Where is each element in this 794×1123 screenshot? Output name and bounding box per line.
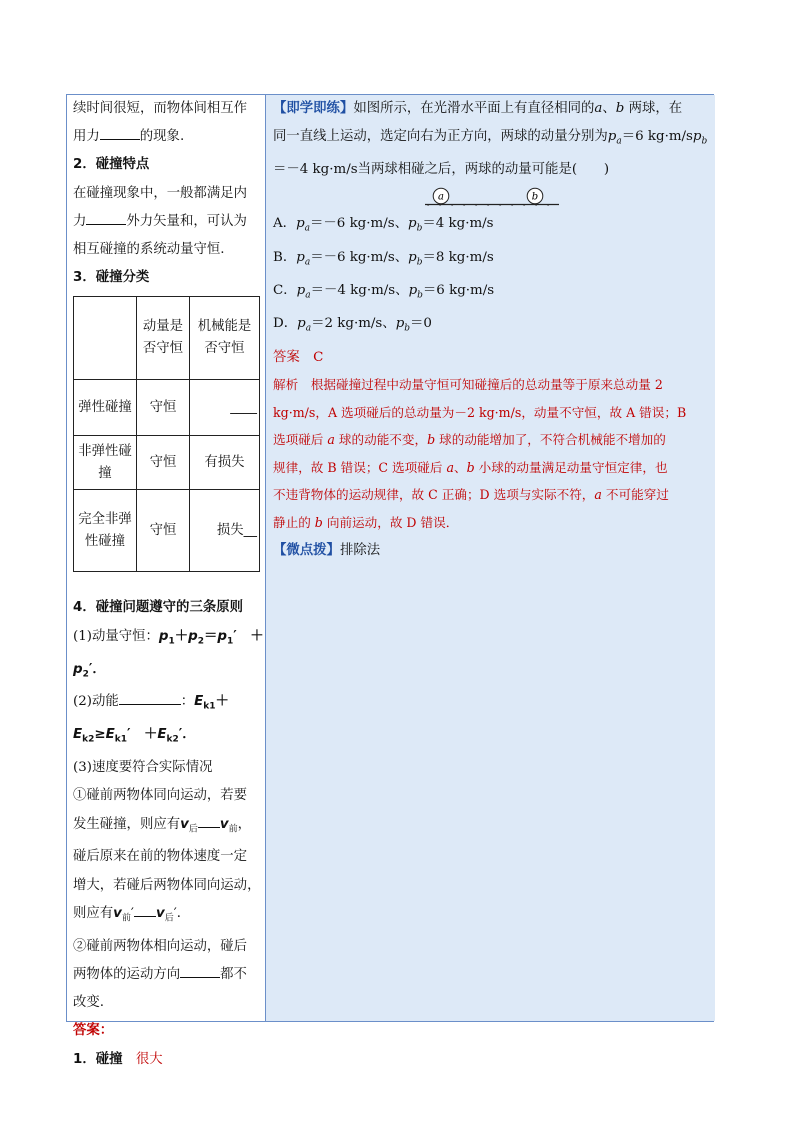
analysis-line-6: 静止的 b 向前运动，故 D 错误．	[273, 515, 459, 531]
principle-2: (2)动能 ：$E_{k1}+$	[73, 688, 259, 721]
analysis-line-4: 规律，故 B 错误；C 选项碰后 a、b 小球的动量满足动量守恒定律，也	[273, 459, 668, 475]
right-column	[266, 95, 715, 1021]
row-type: 非弹性碰撞	[74, 436, 137, 490]
balls-on-track-figure	[425, 186, 559, 206]
blank-1	[100, 123, 140, 140]
sec2-line-1: 在碰撞现象中，一般都满足内	[73, 185, 248, 201]
table-header-energy: 机械能是否守恒	[190, 297, 260, 380]
ball-a-label: a	[438, 191, 444, 203]
case-1-line-4: 增大，若碰后两物体同向运动，	[73, 877, 261, 893]
answer-label: 答案：	[73, 1023, 114, 1039]
answer-value: 很大	[135, 1051, 163, 1067]
blank-2	[86, 208, 126, 225]
case-2-line-2: 两物体的运动方向 都不	[73, 961, 259, 989]
intro-line-2: 用力 的现象.	[73, 123, 259, 151]
case-2-line-1: ②碰前两物体相向运动，碰后	[73, 938, 248, 954]
table-row	[74, 490, 260, 572]
question-line-3: ＝－4 kg·m/s当两球相碰之后，两球的动量可能是( )	[273, 161, 610, 177]
answer-line: 1．碰撞 很大	[73, 1051, 163, 1067]
principle-1-cont: $p_2'$．	[73, 661, 106, 680]
collision-diagram	[425, 186, 559, 206]
analysis-line-3: 选项碰后 a 球的动能不变，b 球的动能增加了，不符合机械能不增加的	[273, 432, 666, 448]
sec2-line-3: 相互碰撞的系统动量守恒.	[73, 242, 225, 258]
ball-b-label: b	[531, 191, 539, 203]
option-d: D．$p_a=2$ kg·m/s、$p_b=0$	[273, 316, 432, 334]
energy-inequality: $E_{k2}\ge E_{k1}'$ $+E_{k2}'$．	[73, 727, 196, 745]
table-corner-cell	[74, 297, 137, 380]
analysis-line-2: kg·m/s，A 选项碰后的总动量为－2 kg·m/s，动量不守恒，故 A 错误；B	[273, 404, 687, 420]
case-1-line-2: 发生碰撞，则应有$v_后$ $v_前$，	[73, 811, 259, 844]
sec2-heading: 2．碰撞特点	[73, 157, 150, 173]
row-type: 弹性碰撞	[74, 380, 137, 436]
row-energy: 损失__	[190, 490, 260, 572]
content-frame	[66, 94, 714, 1067]
analysis-line-5: 不违背物体的运动规律，故 C 正确；D 选项与实际不符，a 不可能穿过	[273, 487, 669, 503]
table-header-momentum: 动量是否守恒	[137, 297, 190, 380]
table-header-row	[74, 297, 260, 380]
question-line-1: 【即学即练】如图所示，在光滑水平面上有直径相同的a、b 两球，在	[273, 101, 683, 116]
answer-choice: C	[313, 349, 324, 365]
row-type: 完全非弹性碰撞	[74, 490, 137, 572]
table-row	[74, 380, 260, 436]
row-momentum: 守恒	[137, 490, 190, 572]
principle-1: (1)动量守恒：$p_1+p_2=p_1'$ ＋	[73, 628, 264, 647]
row-energy: 有损失	[190, 436, 260, 490]
tip-line: 【微点拨】排除法	[273, 542, 381, 558]
sec2-line-2: 力 外力矢量和，可认为	[73, 208, 259, 236]
row-momentum: 守恒	[137, 436, 190, 490]
option-c: C．$p_a=-4$ kg·m/s、$p_b=6$ kg·m/s	[273, 282, 495, 301]
practice-tag: 【即学即练】	[273, 101, 354, 116]
tip-tag: 【微点拨】	[273, 542, 340, 558]
case-1-line-5: 则应有$v_前'$ $v_后'$．	[73, 900, 259, 933]
sec4-heading: 4．碰撞问题遵守的三条原则	[73, 600, 244, 616]
left-column	[67, 95, 266, 1067]
blank-3	[119, 688, 181, 705]
collision-classification-table	[73, 296, 260, 572]
row-momentum: 守恒	[137, 380, 190, 436]
table-row	[74, 436, 260, 490]
analysis	[273, 371, 709, 537]
sec3-heading: 3．碰撞分类	[73, 270, 150, 286]
principle-3: (3)速度要符合实际情况	[73, 760, 213, 776]
intro-line-1: 续时间很短，而物体间相互作	[73, 101, 248, 116]
question-line-2: 同一直线上运动，选定向右为正方向，两球的动量分别为$p_a=6$ $kg\cdot m/sp_b$	[273, 128, 708, 147]
option-a: A．$p_a=-6$ kg·m/s、$p_b=4$ kg·m/s	[273, 216, 494, 235]
case-2-line-3: 改变.	[73, 995, 105, 1011]
row-energy: ____	[190, 380, 260, 436]
case-1-line-1: ①碰前两物体同向运动，若要	[73, 788, 248, 804]
case-1-line-3: 碰后原来在前的物体速度一定	[73, 849, 248, 865]
answer-line: 答案 C	[273, 349, 324, 365]
analysis-line-1: 解析 根据碰撞过程中动量守恒可知碰撞后的总动量等于原来总动量 2	[273, 377, 663, 393]
momentum-equation: $p_1+p_2=p_1'$ ＋	[158, 628, 264, 647]
option-b: B．$p_a=-6$ kg·m/s、$p_b=8$ kg·m/s	[273, 249, 494, 268]
